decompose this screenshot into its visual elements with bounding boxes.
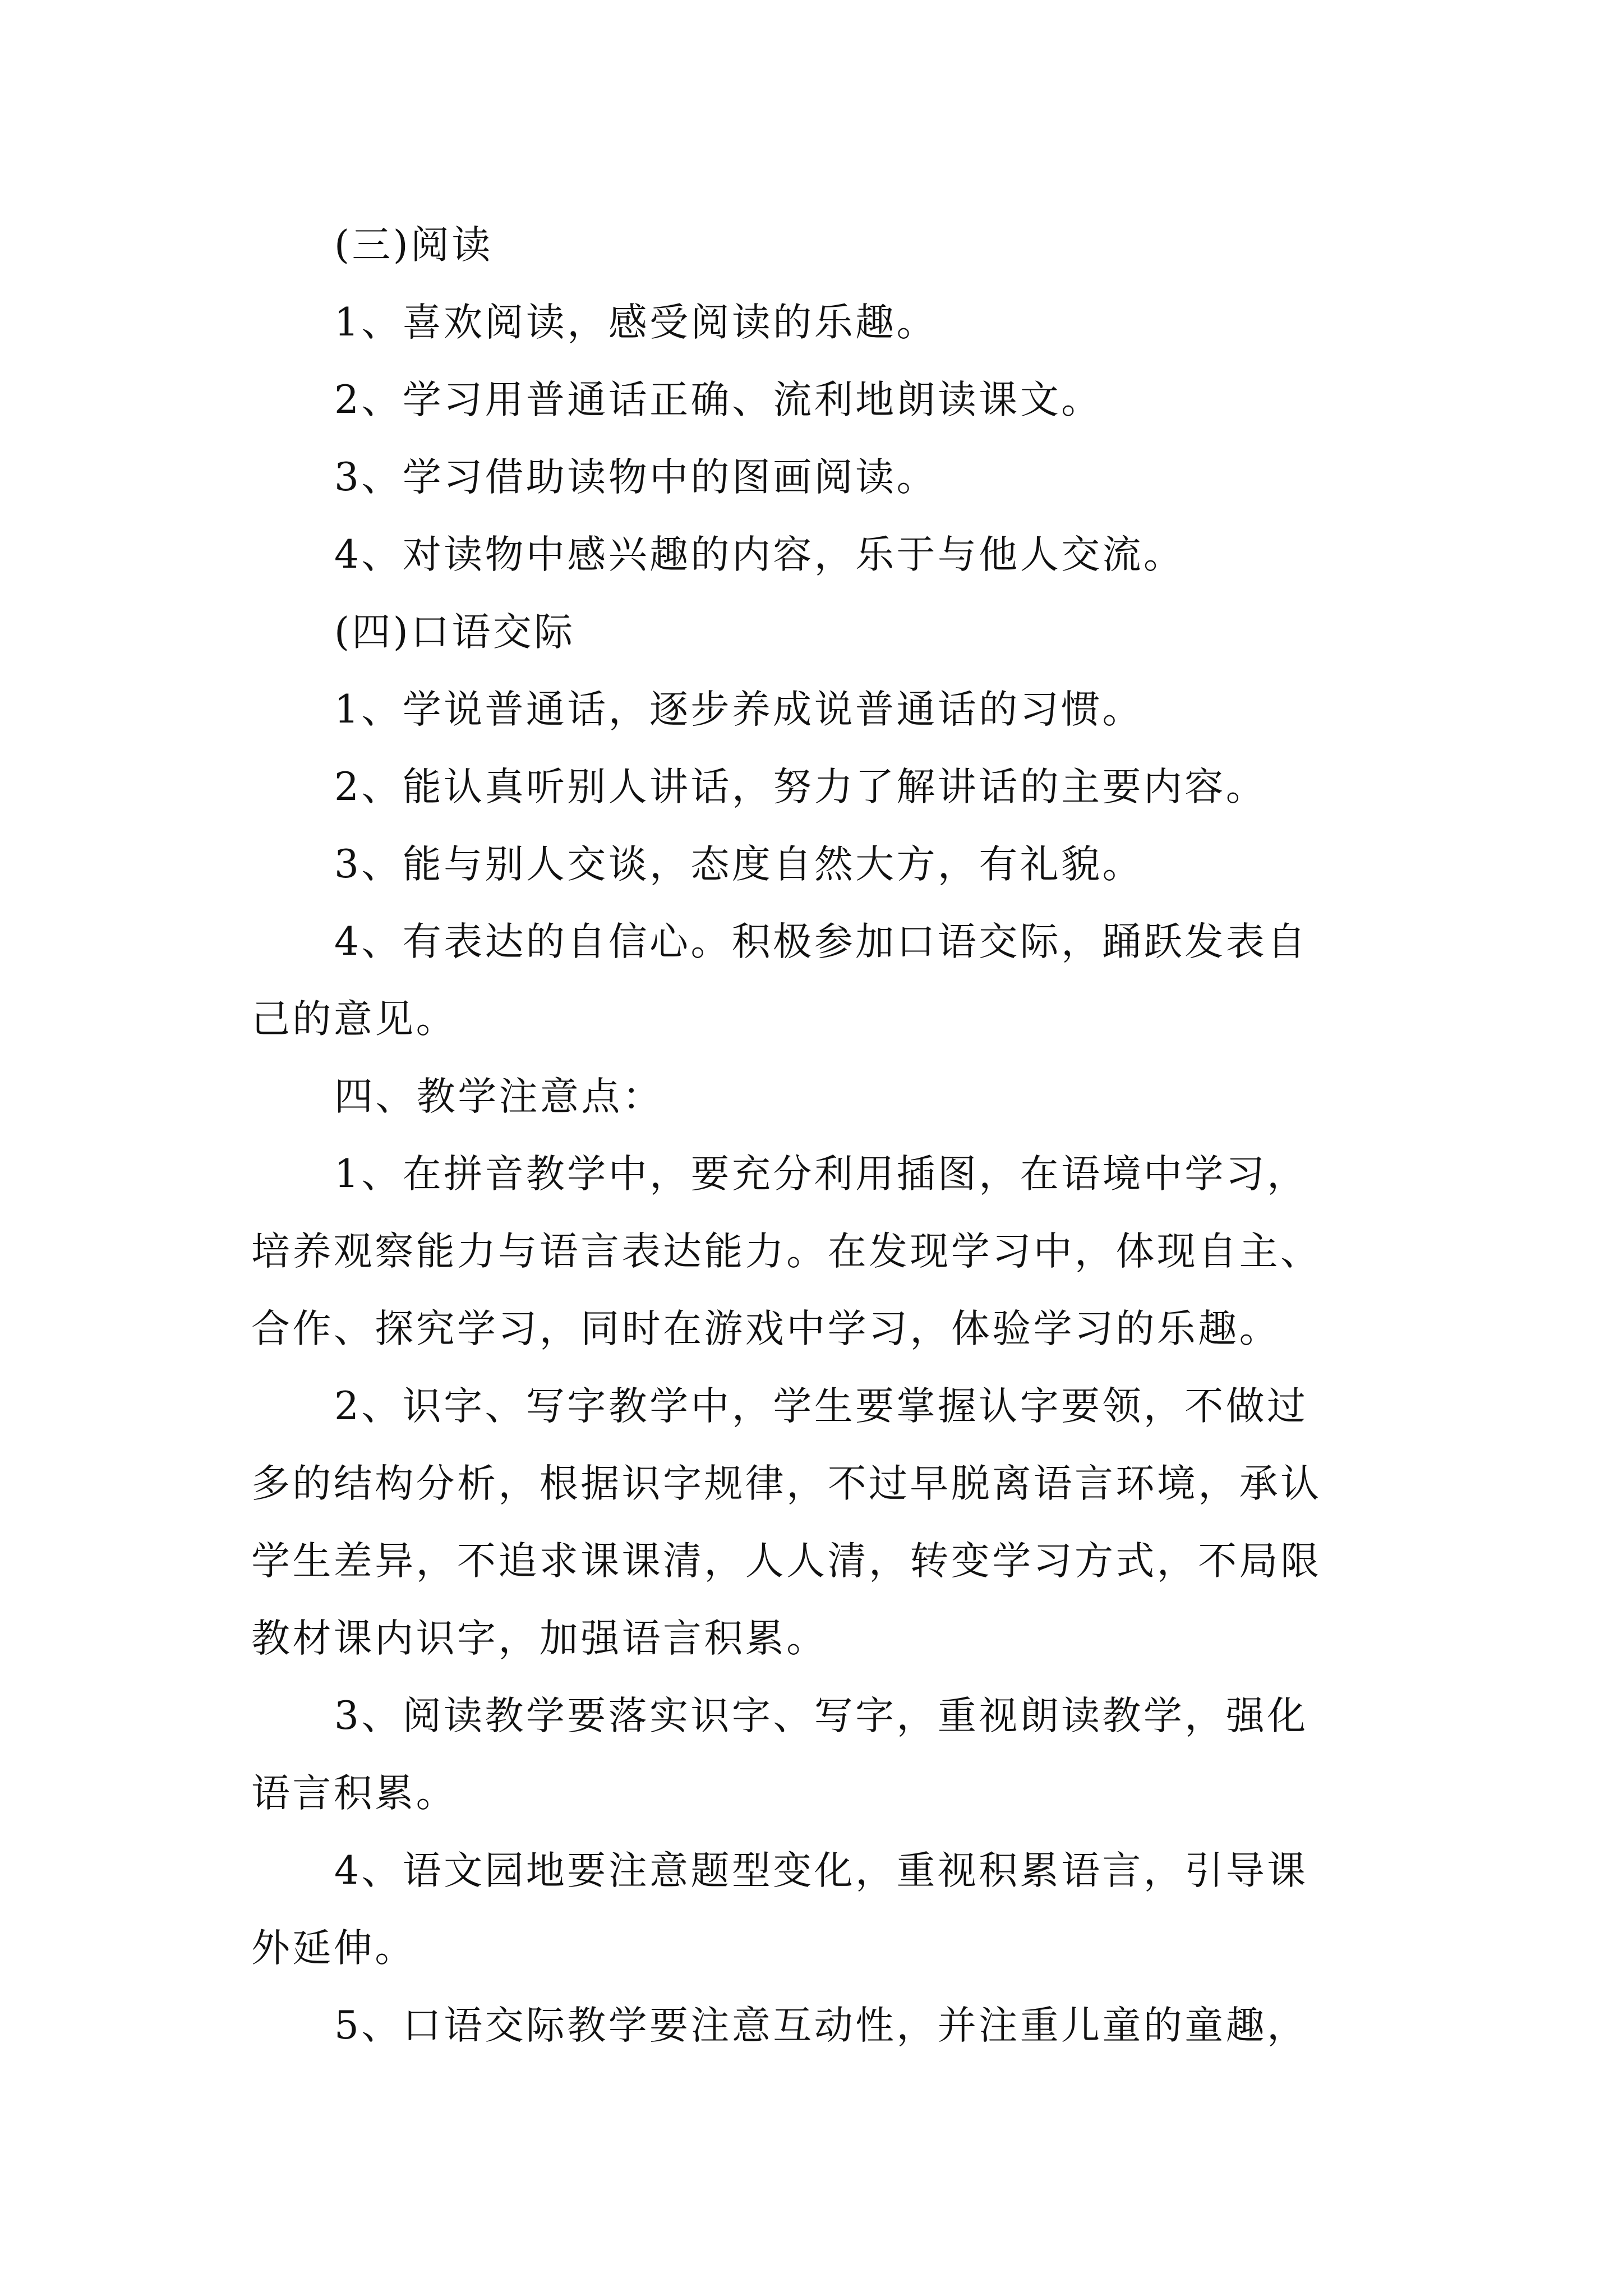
section-heading-reading: (三)阅读 — [334, 223, 493, 268]
document-body — [251, 206, 1378, 2064]
text-line: 3、能与别人交谈，态度自然大方，有礼貌。 — [334, 842, 1144, 887]
text-line: 3、阅读教学要落实识字、写字，重视朗读教学，强化 — [334, 1694, 1308, 1738]
text-line-continuation: 合作、探究学习，同时在游戏中学习，体验学习的乐趣。 — [251, 1306, 1280, 1351]
text-line-continuation: 学生差异，不追求课课清，人人清，转变学习方式，不局限 — [251, 1539, 1322, 1584]
text-line: 2、能认真听别人讲话，努力了解讲话的主要内容。 — [334, 765, 1267, 809]
text-line: 1、在拼音教学中，要充分利用插图，在语境中学习， — [334, 1152, 1308, 1197]
text-line: 5、口语交际教学要注意互动性，并注重儿童的童趣， — [334, 2003, 1308, 2048]
text-line-continuation: 语言积累。 — [251, 1771, 457, 1816]
text-line: 3、学习借助读物中的图画阅读。 — [334, 455, 938, 500]
text-line: 4、有表达的自信心。积极参加口语交际，踊跃发表自 — [334, 919, 1308, 964]
text-line: 2、识字、写字教学中，学生要掌握认字要领，不做过 — [334, 1384, 1308, 1429]
text-line-continuation: 己的意见。 — [251, 997, 457, 1042]
text-line: 4、对读物中感兴趣的内容，乐于与他人交流。 — [334, 532, 1185, 577]
text-line-continuation: 教材课内识字，加强语言积累。 — [251, 1616, 828, 1661]
section-heading-oral-communication: (四)口语交际 — [334, 610, 575, 655]
section-heading-teaching-notes: 四、教学注意点： — [334, 1074, 664, 1119]
text-line: 4、语文园地要注意题型变化，重视积累语言，引导课 — [334, 1848, 1308, 1893]
text-line-continuation: 外延伸。 — [251, 1926, 416, 1971]
text-line-continuation: 多的结构分析，根据识字规律，不过早脱离语言环境，承认 — [251, 1461, 1322, 1506]
text-line: 2、学习用普通话正确、流利地朗读课文。 — [334, 378, 1103, 422]
text-line: 1、学说普通话，逐步养成说普通话的习惯。 — [334, 687, 1144, 732]
text-line: 1、喜欢阅读，感受阅读的乐趣。 — [334, 300, 938, 345]
text-line-continuation: 培养观察能力与语言表达能力。在发现学习中，体现自主、 — [251, 1229, 1322, 1274]
